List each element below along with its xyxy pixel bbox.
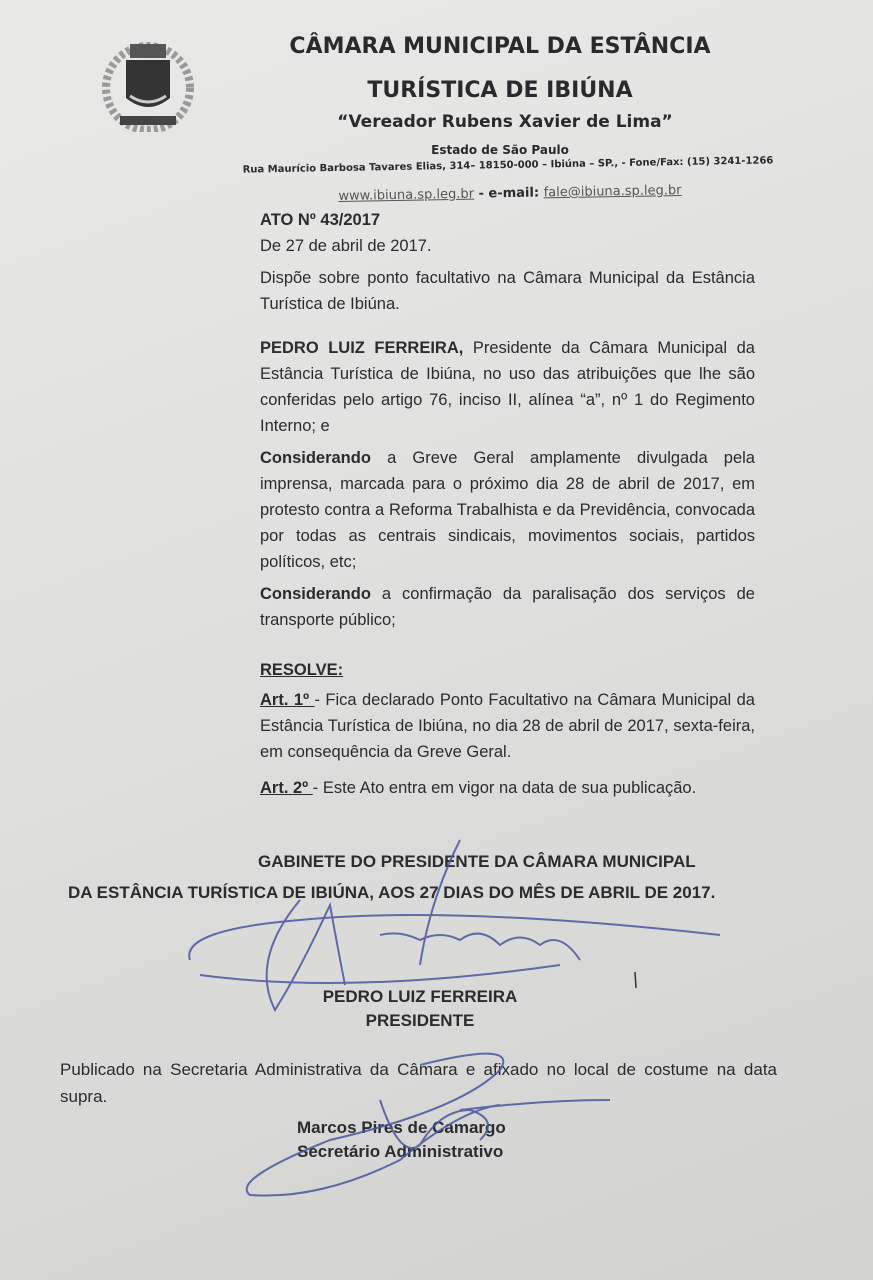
considering-label: Considerando bbox=[260, 585, 371, 603]
institution-title-line2: TURÍSTICA DE IBIÚNA bbox=[367, 78, 633, 103]
signatory2 bbox=[297, 1116, 506, 1164]
state: Estado de São Paulo bbox=[431, 143, 569, 157]
website-link[interactable]: www.ibiuna.sp.leg.br bbox=[338, 186, 475, 204]
address: Rua Maurício Barbosa Tavares Elias, 314– 18150-000 – Ibiúna – SP., - Fone/Fax: (15) 3241-1266 bbox=[242, 155, 774, 176]
art2-text: - Este Ato entra em vigor na data de sua publicação. bbox=[312, 779, 697, 797]
art1-text: - Fica declarado Ponto Facultativo na Câmara Municipal da Estância Turística de Ibiúna, no dia 28 de abril de 2017, sexta-feira, em consequência da Greve Geral. bbox=[260, 691, 755, 761]
preamble: Presidente da Câmara Municipal da Estância Turística de Ibiúna, no uso das atribuições que lhe são conferidas pelo artigo 76, inciso II, alínea “a”, nº 1 do Regimento Interno; e bbox=[260, 339, 755, 435]
email-label: - e-mail: bbox=[473, 185, 544, 202]
resolves-heading: RESOLVE: bbox=[260, 661, 344, 679]
president-name: PEDRO LUIZ FERREIRA, bbox=[260, 339, 464, 357]
act-date: De 27 de abril de 2017. bbox=[260, 237, 432, 255]
act-number: ATO Nº 43/2017 bbox=[260, 211, 381, 229]
signatory2-name: Marcos Pires de Camargo bbox=[297, 1118, 506, 1137]
contact-line bbox=[300, 182, 720, 204]
signatory1 bbox=[260, 985, 580, 1033]
closing-line1: GABINETE DO PRESIDENTE DA CÂMARA MUNICIPAL bbox=[258, 852, 696, 871]
institution-title-line1: CÂMARA MUNICIPAL DA ESTÂNCIA bbox=[289, 34, 711, 59]
municipal-coat-of-arms-logo bbox=[98, 38, 198, 132]
art2-label: Art. 2º bbox=[260, 779, 313, 797]
signatory2-role: Secretário Administrativo bbox=[297, 1142, 504, 1161]
institution-subtitle: “Vereador Rubens Xavier de Lima” bbox=[337, 112, 673, 132]
signatory1-name: PEDRO LUIZ FERREIRA bbox=[322, 987, 518, 1006]
act-summary: Dispõe sobre ponto facultativo na Câmara Municipal da Estância Turística de Ibiúna. bbox=[260, 269, 755, 313]
email-link[interactable]: fale@ibiuna.sp.leg.br bbox=[543, 183, 682, 201]
considering-1: a Greve Geral amplamente divulgada pela imprensa, marcada para o próximo dia 28 de abril de 2017, em protesto contra a Reforma Trabalhista e da Previdência, convocada por todas as centrais sindicais, movimentos sociais, partidos políticos, etc; bbox=[260, 449, 755, 571]
closing bbox=[68, 846, 763, 908]
closing-line2: DA ESTÂNCIA TURÍSTICA DE IBIÚNA, AOS 27 DIAS DO MÊS DE ABRIL DE 2017. bbox=[68, 883, 716, 902]
act-body bbox=[260, 207, 755, 801]
signatory1-role: PRESIDENTE bbox=[365, 1011, 475, 1030]
publication-note: Publicado na Secretaria Administrativa da Câmara e afixado no local de costume na data supra. bbox=[60, 1060, 777, 1106]
art1-label: Art. 1º bbox=[260, 691, 315, 709]
considering-label: Considerando bbox=[260, 449, 371, 467]
considering-2: a confirmação da paralisação dos serviços de transporte público; bbox=[260, 585, 755, 629]
